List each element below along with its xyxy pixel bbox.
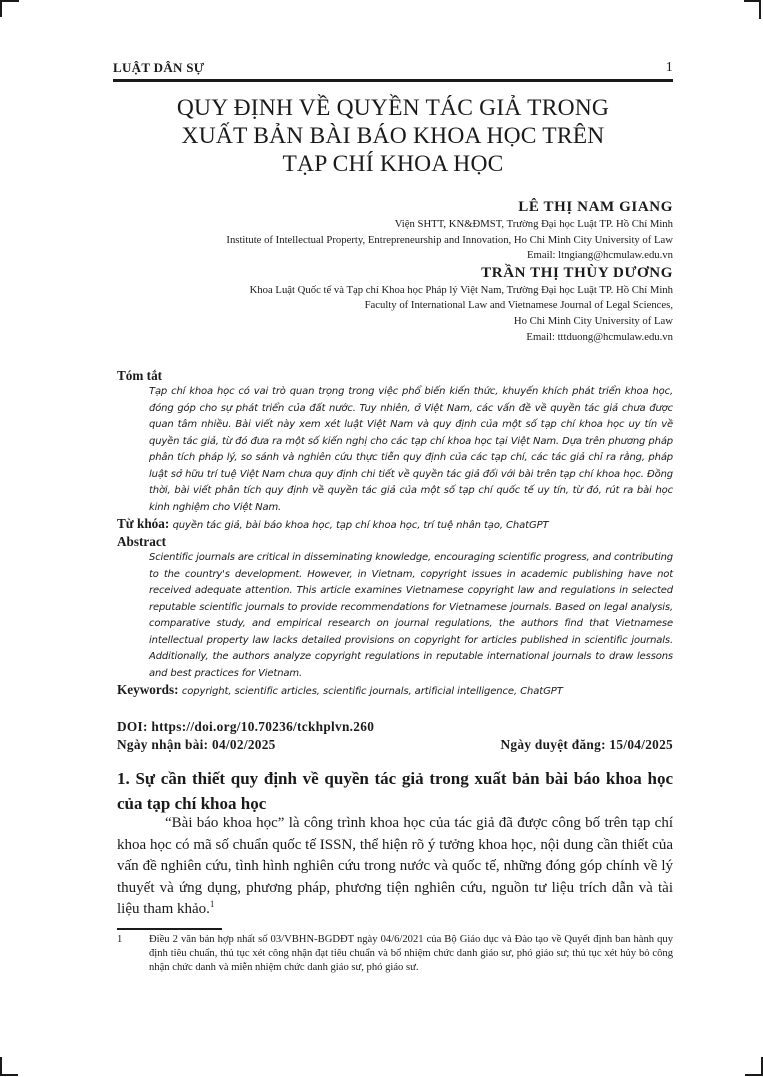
accepted-date <box>501 736 673 753</box>
author-affiliation-en: Institute of Intellectual Property, Entrepreneurship and Innovation, Ho Chi Minh City University of Law <box>226 233 673 246</box>
title-line: QUY ĐỊNH VỀ QUYỀN TÁC GIẢ TRONG <box>176 95 610 121</box>
author-email: Email: tttduong@hcmulaw.edu.vn <box>526 330 673 343</box>
page-number: 1 <box>665 60 673 75</box>
section-name: LUẬT DÂN SỰ <box>113 60 205 75</box>
dates-line <box>117 736 673 753</box>
received-date <box>117 737 276 752</box>
title-line: XUẤT BẢN BÀI BÁO KHOA HỌC TRÊN <box>181 123 605 149</box>
body-text <box>117 813 673 921</box>
abstract-vi-label: Tóm tắt <box>117 368 163 383</box>
footnote-ref[interactable]: 1 <box>209 899 215 909</box>
accepted-label: Ngày duyệt đăng: <box>500 737 606 752</box>
keywords-vi <box>117 516 673 534</box>
keywords-en <box>117 682 673 700</box>
abstract-en-label: Abstract <box>117 534 167 549</box>
author-name: TRẦN THỊ THÙY DƯƠNG <box>481 264 673 281</box>
keywords-vi-text: quyền tác giả, bài báo khoa học, tạp chí khoa học, trí tuệ nhân tạo, ChatGPT <box>172 520 549 531</box>
footnote-number: 1 <box>117 934 123 945</box>
title-line: TẠP CHÍ KHOA HỌC <box>282 151 504 177</box>
author-affiliation-en: Ho Chi Minh City University of Law <box>513 314 673 327</box>
paragraph-text: “Bài báo khoa học” là công trình khoa học của tác giả đã được công bố trên tạp chí khoa học có mã số chuẩn quốc tế ISSN, thể hiện rõ ý tưởng khoa học, nội dung cần thiết của vấn đề nghiên cứu, tình hình nghiên cứu trong nước và quốc tế, những đóng góp chính về lý thuyết và ứng dụng, phương pháp, phương tiện nghiên cứu, nguồn tư liệu trích dẫn và tài liệu tham khảo. <box>117 815 673 917</box>
keywords-en-text: copyright, scientific articles, scientific journals, artificial intelligence, ChatGPT <box>181 686 563 697</box>
received-label: Ngày nhận bài: <box>117 737 209 752</box>
crop-mark-top-left-h <box>0 0 19 2</box>
author <box>73 198 673 264</box>
author <box>73 264 673 345</box>
crop-mark-top-right-v <box>759 0 761 19</box>
abstract-section <box>117 368 673 700</box>
keywords-vi-label: Từ khóa: <box>117 516 170 531</box>
header-rule <box>113 79 673 82</box>
crop-mark-top-left-v <box>0 0 2 17</box>
doi-link[interactable]: https://doi.org/10.70236/tckhplvn.260 <box>151 719 375 734</box>
footnote-text: Điều 2 văn bản hợp nhất số 03/VBHN-BGDĐT ngày 04/6/2021 của Bộ Giáo dục và Đào tạo về Quyết định ban hành quy định tiêu chuẩn, thủ tục xét công nhận đạt tiêu chuẩn và bổ nhiệm chức danh giáo sư, phó giáo sư; thủ tục xét hủy bỏ công nhận chức danh và miễn nhiệm chức danh giáo sư, phó giáo sư. <box>149 934 673 973</box>
footnote-rule <box>117 928 222 930</box>
received-value: 04/02/2025 <box>212 737 276 752</box>
author-name: LÊ THỊ NAM GIANG <box>518 199 673 215</box>
doi-label: DOI: <box>117 719 148 734</box>
doi-line <box>117 718 673 735</box>
keywords-en-label: Keywords: <box>117 682 179 697</box>
footnote <box>117 933 673 975</box>
running-header <box>113 60 673 78</box>
abstract-en-text: Scientific journals are critical in disseminating knowledge, encouraging scientific progress, and contributing to the country's development. However, in Vietnam, copyright issues in academic publishing have not received adequate attention. This article examines Vietnamese copyright law and regulations in selected reputable scientific journals to provide recommendations for Vietnamese journals. Based on legal analysis, comparative study, and empirical research on journal regulations, the authors find that Vietnamese intellectual property law lacks detailed provisions on copyright for articles published in scientific journals. Additionally, the authors analyze copyright regulations in reputable international journals to draw lessons and best practices for Vietnam. <box>149 552 673 679</box>
abstract-vi-text: Tạp chí khoa học có vai trò quan trọng trong việc phổ biến kiến thức, khuyến khích phát triển khoa học, đóng góp cho sự phát triển của đất nước. Tuy nhiên, ở Việt Nam, các vấn đề về quyền tác giả chưa được quan tâm nhiều. Bài viết này xem xét luật Việt Nam và quy định của một số tạp chí khoa học uy tín về quyền tác giả, từ đó đưa ra một số kiến nghị cho các tạp chí khoa học tại Việt Nam. Dựa trên phương pháp phân tích pháp lý, so sánh và nghiên cứu thực tiễn quy định của các tạp chí, các tác giả chỉ ra rằng, pháp luật sở hữu trí tuệ Việt Nam chưa quy định chi tiết về quyền tác giả đối với bài trên tạp chí khoa học. Đồng thời, bài viết phân tích quy định về quyền tác giả của một số tạp chí quốc tế uy tín, từ đó, rút ra bài học kinh nghiệm cho Việt Nam. <box>149 386 673 513</box>
author-affiliation: Khoa Luật Quốc tế và Tạp chí Khoa học Pháp lý Việt Nam, Trường Đại học Luật TP. Hồ Chí Minh <box>249 283 673 296</box>
author-block <box>73 198 673 345</box>
author-affiliation-en: Faculty of International Law and Vietnamese Journal of Legal Sciences, <box>364 299 673 312</box>
article-title <box>113 94 673 178</box>
crop-mark-bottom-left-h <box>0 1074 18 1076</box>
paragraph <box>117 813 673 921</box>
author-affiliation: Viện SHTT, KN&ĐMST, Trường Đại học Luật TP. Hồ Chí Minh <box>394 218 673 230</box>
author-email: Email: ltngiang@hcmulaw.edu.vn <box>527 249 673 262</box>
section-heading: 1. Sự cần thiết quy định về quyền tác giả trong xuất bản bài báo khoa học của tạp chí khoa học <box>117 769 673 813</box>
crop-mark-bottom-left-v <box>0 1057 2 1076</box>
accepted-value: 15/04/2025 <box>609 737 673 752</box>
